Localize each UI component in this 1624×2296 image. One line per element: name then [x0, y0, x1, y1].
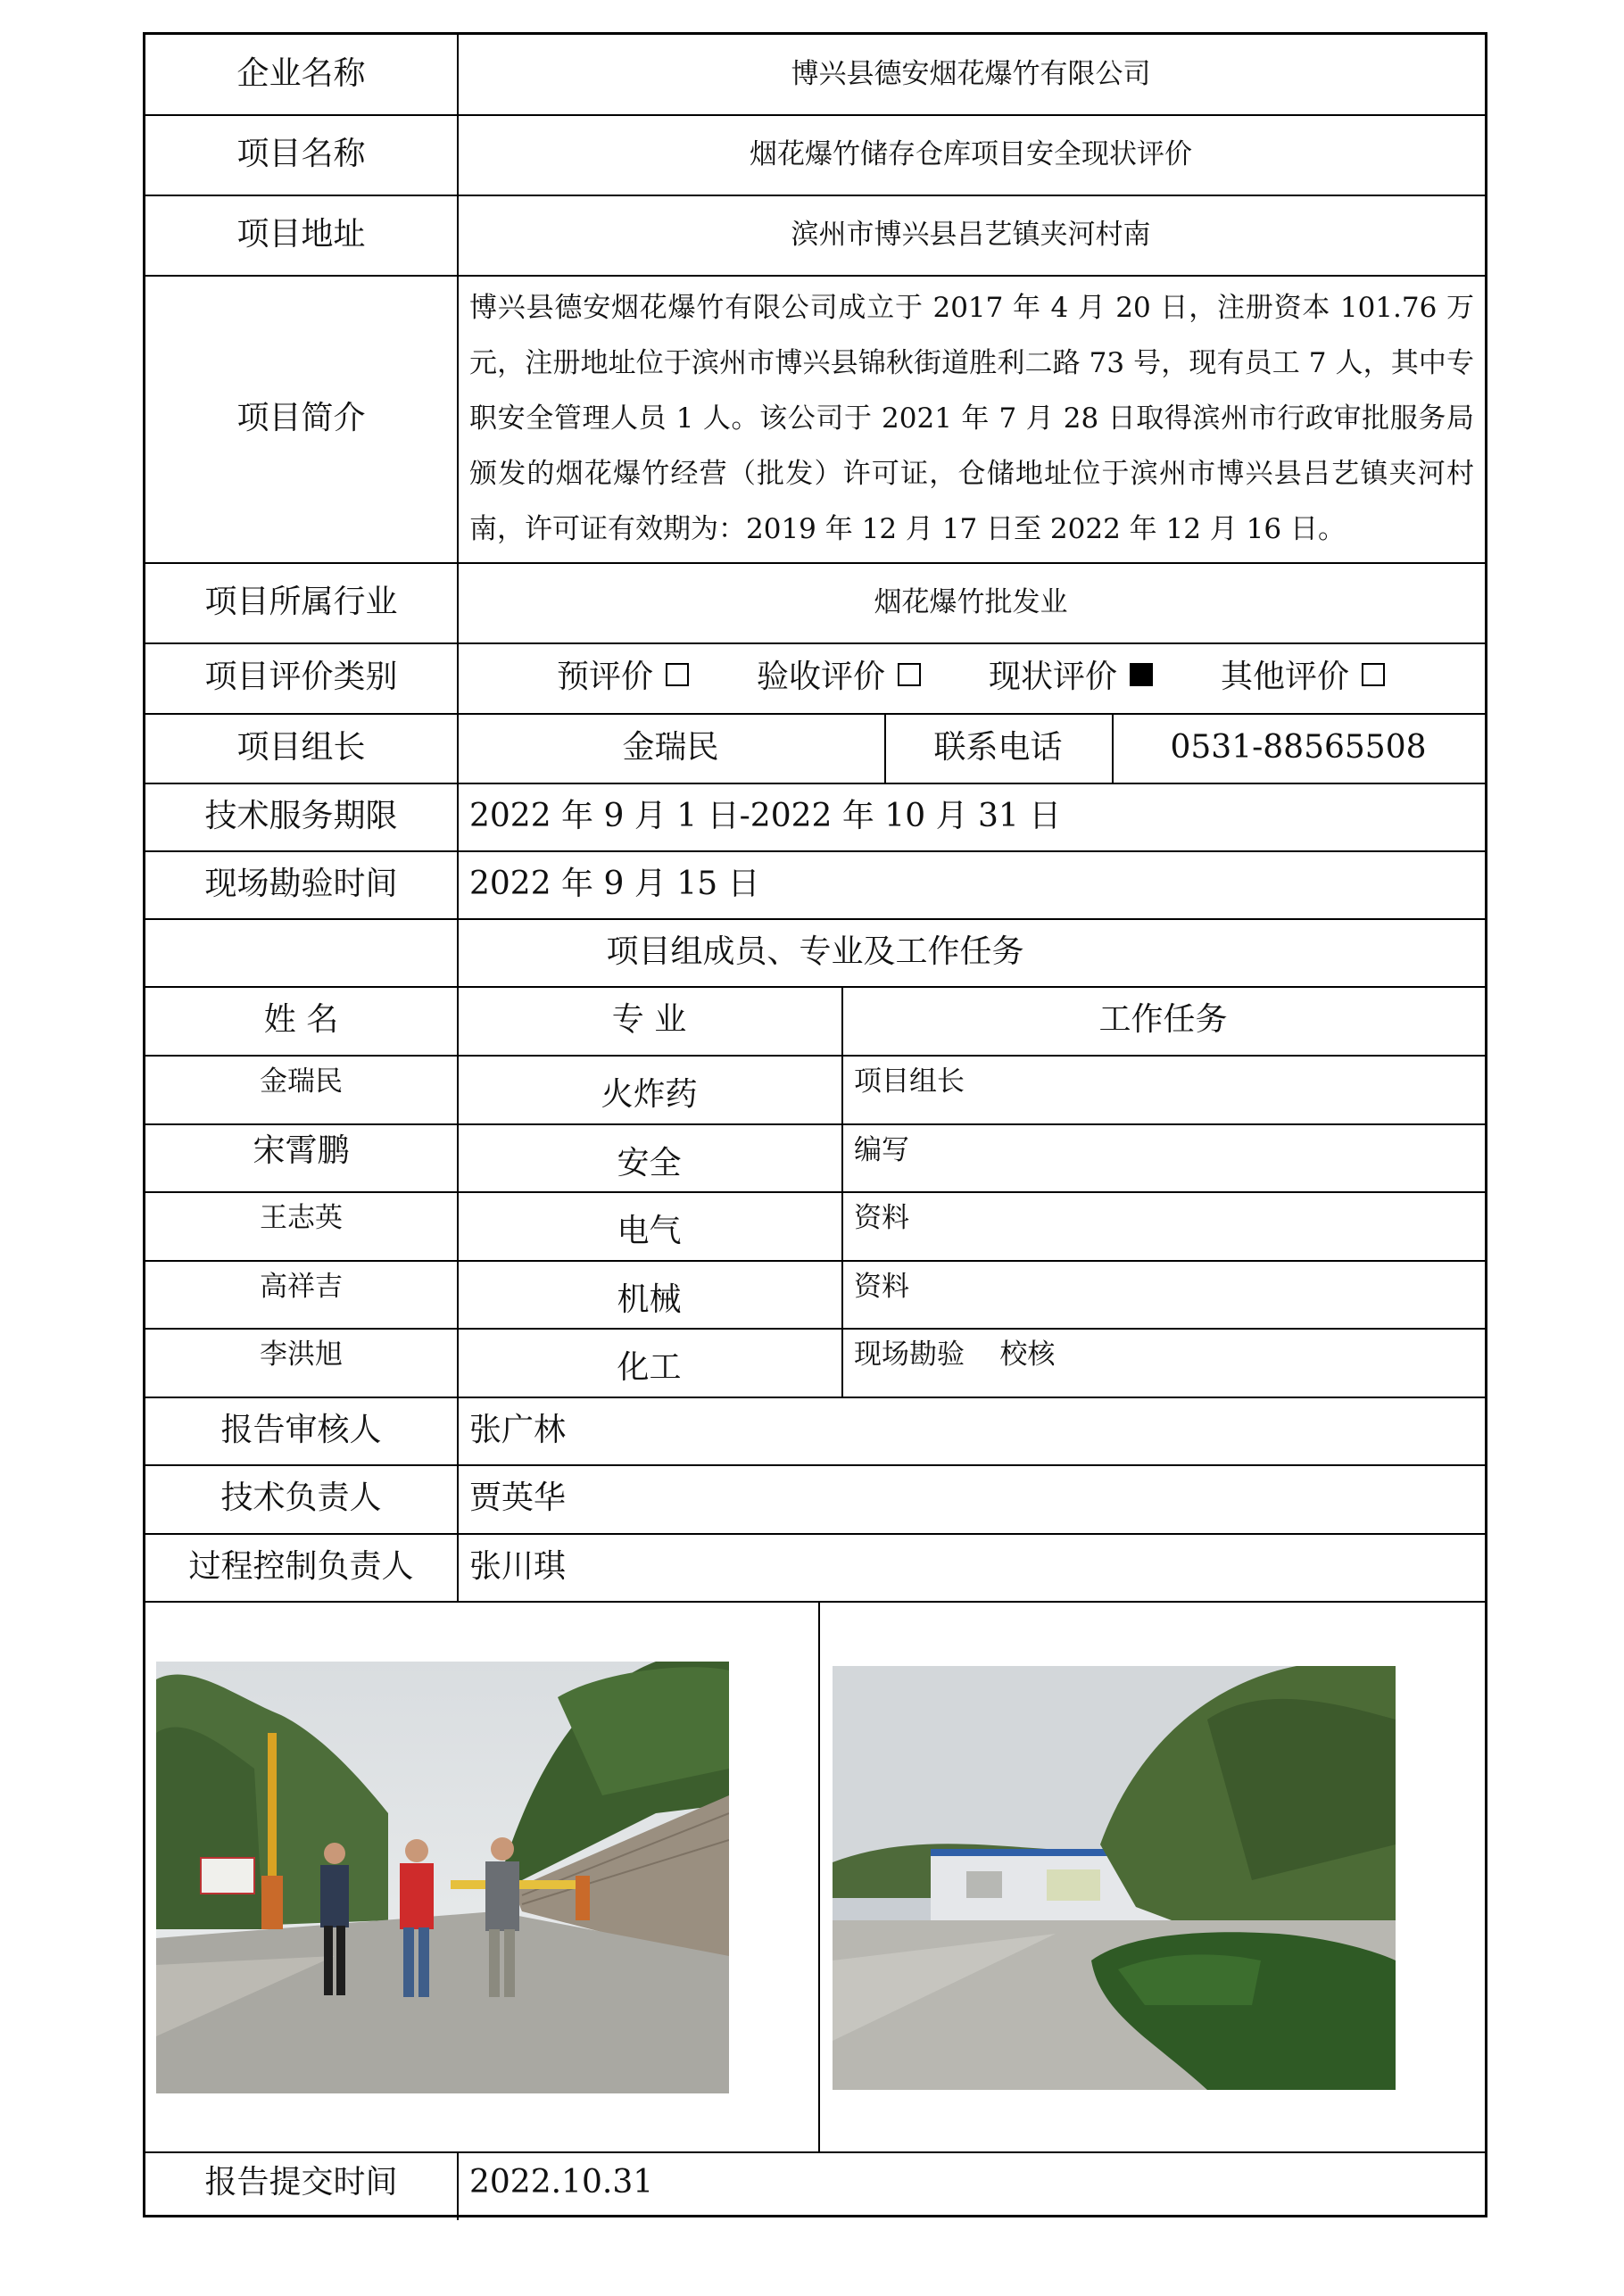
member-task: 资料 [854, 1271, 909, 1303]
member-name: 李洪旭 [260, 1339, 343, 1371]
value-team-leader: 金瑞民 [622, 728, 719, 766]
label-project-name: 项目名称 [236, 135, 366, 172]
value-project-address: 滨州市博兴县吕艺镇夹河村南 [791, 218, 1151, 251]
header-name: 姓 名 [263, 1001, 339, 1039]
warehouse-photo [833, 1666, 1396, 2090]
value-company: 博兴县德安烟花爆竹有限公司 [791, 58, 1151, 91]
eval-option-pre-label: 预评价 [556, 659, 653, 696]
member-major: 机械 [617, 1281, 682, 1318]
value-industry: 烟花爆竹批发业 [874, 585, 1068, 618]
value-project-intro [457, 275, 1485, 562]
header-major: 专 业 [611, 1001, 687, 1039]
label-survey-time: 现场勘验时间 [204, 865, 398, 902]
member-task: 资料 [854, 1202, 909, 1234]
checkbox-other-eval[interactable] [1362, 663, 1385, 686]
eval-option-status-label: 现状评价 [989, 659, 1118, 696]
eval-option-pre[interactable] [557, 657, 689, 699]
project-intro-text: 博兴县德安烟花爆竹有限公司成立于 2017 年 4 月 20 日，注册资本 101.76 万元，注册地址位于滨州市博兴县锦秋街道胜利二路 73 号，现有员工 7 人，其中专职安全管理人员 1 人。该公司于 2021 年 7 月 28 日取得滨州市行政审批服务局颁发的烟花爆竹经营（批发）许可证，仓储地址位于滨州市博兴县吕艺镇夹河村南，许可证有效期为：2019 年 12 月 17 日至 2022 年 12 月 16 日。 [469, 292, 1474, 545]
member-name: 金瑞民 [260, 1065, 343, 1098]
value-survey-time: 2022 年 9 月 15 日 [469, 865, 760, 902]
site-gate-photo [156, 1662, 729, 2093]
label-process-lead: 过程控制负责人 [188, 1547, 414, 1585]
label-team-leader: 项目组长 [236, 728, 366, 766]
eval-option-acceptance[interactable] [757, 657, 921, 699]
label-tech-lead: 技术负责人 [220, 1480, 382, 1517]
value-project-name: 烟花爆竹储存仓库项目安全现状评价 [750, 137, 1192, 170]
value-service-period: 2022 年 9 月 1 日-2022 年 10 月 31 日 [469, 797, 1062, 834]
value-process-lead: 张川琪 [469, 1547, 567, 1585]
checkbox-pre-eval[interactable] [666, 663, 689, 686]
eval-category-options [457, 642, 1485, 713]
label-service-period: 技术服务期限 [204, 797, 398, 834]
header-task: 工作任务 [1098, 1001, 1228, 1039]
member-major: 化工 [617, 1349, 682, 1387]
checkbox-acceptance-eval[interactable] [898, 663, 921, 686]
eval-option-acceptance-label: 验收评价 [756, 659, 885, 696]
value-reviewer: 张广林 [469, 1411, 567, 1448]
label-submit-time: 报告提交时间 [204, 2164, 398, 2201]
member-task: 编写 [854, 1134, 909, 1166]
label-industry: 项目所属行业 [204, 583, 398, 620]
member-name: 宋霄鹏 [253, 1132, 350, 1169]
member-task: 项目组长 [854, 1065, 965, 1098]
eval-option-status[interactable] [989, 657, 1153, 699]
members-section-title: 项目组成员、专业及工作任务 [606, 932, 1024, 970]
value-tech-lead: 贾英华 [469, 1480, 567, 1517]
eval-option-other[interactable] [1221, 657, 1385, 699]
value-contact-phone: 0531-88565508 [1170, 728, 1427, 766]
label-eval-category: 项目评价类别 [204, 659, 398, 696]
evaluation-info-table [143, 32, 1487, 2217]
eval-option-other-label: 其他评价 [1221, 659, 1350, 696]
label-reviewer: 报告审核人 [220, 1411, 382, 1448]
member-major: 火炸药 [601, 1076, 698, 1114]
member-task: 现场勘验 校核 [854, 1339, 1056, 1371]
member-name: 王志英 [260, 1202, 343, 1234]
label-project-intro: 项目简介 [236, 399, 366, 436]
member-major: 安全 [617, 1144, 682, 1181]
label-project-address: 项目地址 [236, 215, 366, 253]
member-name: 高祥吉 [260, 1271, 343, 1303]
value-submit-time: 2022.10.31 [469, 2164, 654, 2201]
member-major: 电气 [617, 1213, 682, 1250]
label-contact-phone: 联系电话 [933, 728, 1063, 766]
label-company: 企业名称 [236, 55, 366, 93]
checkbox-status-eval[interactable] [1130, 663, 1153, 686]
